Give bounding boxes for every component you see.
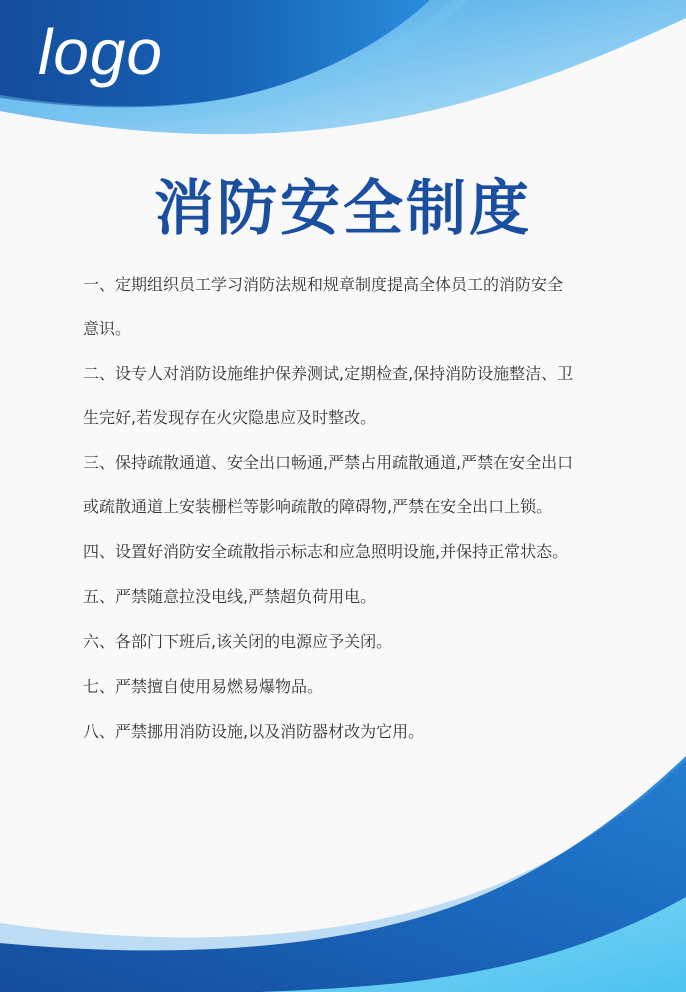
- logo-placeholder: logo: [38, 16, 163, 88]
- rule-line: 四、设置好消防安全疏散指示标志和应急照明设施,并保持正常状态。: [83, 542, 569, 561]
- rule-line: 意识。: [83, 319, 132, 338]
- rule-line: 六、各部门下班后,该关闭的电源应予关闭。: [83, 632, 393, 651]
- rule-line: 五、严禁随意拉没电线,严禁超负荷用电。: [83, 587, 377, 606]
- rule-item-4: [83, 530, 605, 574]
- rule-item-3: [83, 441, 605, 529]
- rule-line: 七、严禁擅自使用易燃易爆物品。: [83, 677, 324, 696]
- rule-line: 八、严禁挪用消防设施,以及消防器材改为它用。: [83, 722, 425, 741]
- rule-line: 或疏散通道上安装栅栏等影响疏散的障碍物,严禁在安全出口上锁。: [83, 497, 553, 516]
- rule-item-7: [83, 665, 605, 709]
- safety-rules-list: [83, 263, 605, 754]
- rule-line: 一、定期组织员工学习消防法规和规章制度提高全体员工的消防安全: [83, 275, 564, 294]
- rule-item-1: [83, 263, 605, 351]
- rule-item-5: [83, 575, 605, 619]
- rule-line: 二、设专人对消防设施维护保养测试,定期检查,保持消防设施整洁、卫: [83, 364, 574, 383]
- rule-item-8: [83, 710, 605, 754]
- rule-item-6: [83, 620, 605, 664]
- rule-line: 三、保持疏散通道、安全出口畅通,严禁占用疏散通道,严禁在安全出口: [83, 453, 574, 472]
- page-title: 消防安全制度: [154, 174, 532, 244]
- rule-line: 生完好,若发现存在火灾隐患应及时整改。: [83, 408, 377, 427]
- rule-item-2: [83, 352, 605, 440]
